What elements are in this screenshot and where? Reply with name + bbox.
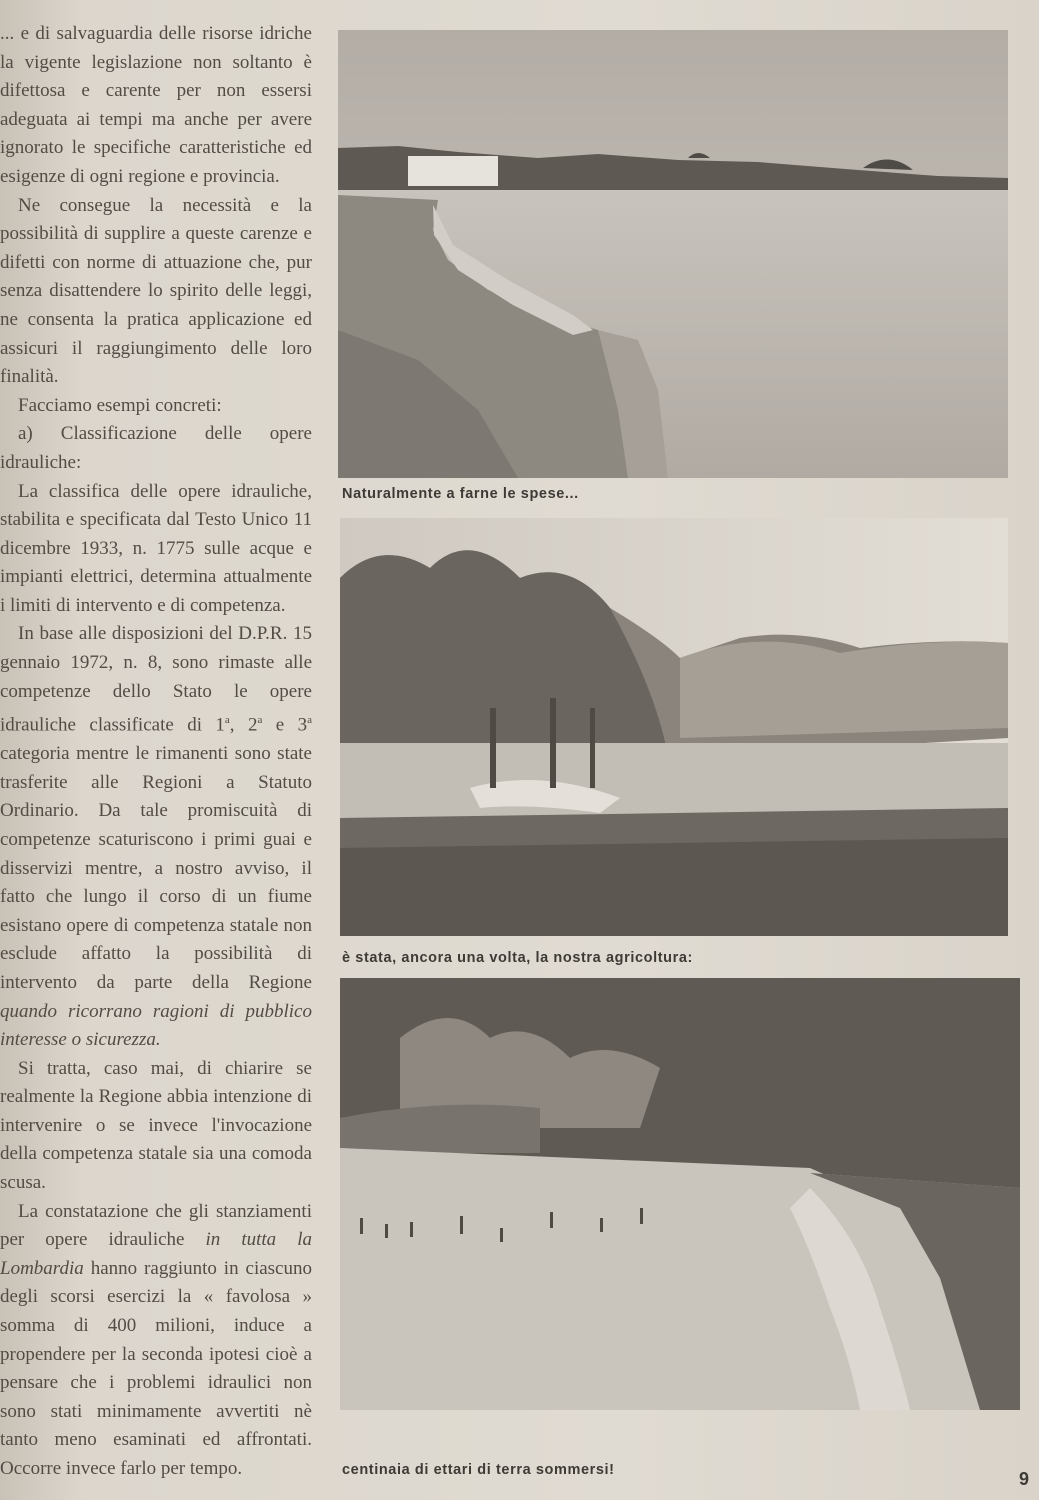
flood-photo-trees [340, 518, 1008, 936]
paragraph-7: Si tratta, caso mai, di chiarire se realmente la Regione abbia intenzione di intervenire o se invece l'invocazione della competenza statale sia una comoda scusa. [0, 1057, 312, 1194]
flood-photo-trees-image [340, 518, 1008, 936]
paragraph-6: In base alle disposizioni del D.P.R. 15 gennaio 1972, n. 8, sono rimaste alle competenze dello Stato le opere idrauliche classificate di 1$^a$, 2$^a$ e 3$^a$ categoria mentre le rimanenti sono state trasferite alle Regioni a Statuto Ordinario. Da tale promiscuità di competenze scaturiscono i primi guai e disservizi mentre, a nostro avviso, il fatto che lungo il corso di un fiume esistano opere di competenza statale non esclude affatto la possibilità di intervento da parte della Regione quando ricorrano ragioni di pubblico interesse o sicurezza. [0, 623, 313, 1051]
paragraph-3: Facciamo esempi concreti: [18, 394, 222, 416]
flood-photo-embankment-image [338, 30, 1008, 478]
paragraph-4: a) Classificazione delle opere idrauliche: [0, 423, 312, 473]
paragraph-1: ... e di salvaguardia delle risorse idriche la vigente legislazione non soltanto è difettosa e carente per non essersi adeguata ai tempi ma anche per avere ignorato le specifiche caratteristiche ed esigenze di ogni regione e provincia. [0, 23, 312, 187]
paragraph-5: La classifica delle opere idrauliche, stabilita e specificata dal Testo Unico 11 dicembre 1933, n. 1775 sulle acque e impianti elettrici, determina attualmente i limiti di intervento e di competenza. [0, 480, 312, 616]
paragraph-2: Ne consegue la necessità e la possibilità di supplire a queste carenze e difetti con norme di attuazione che, pur senza disattendere lo spirito delle leggi, ne consenta la pratica applicazione ed assicuri il raggiungimento delle loro finalità. [0, 194, 312, 388]
caption-photo-3: centinaia di ettari di terra sommersi! [342, 1462, 615, 1478]
paragraph-8: La constatazione che gli stanziamenti per opere idrauliche in tutta la Lombardia hanno raggiunto in ciascuno degli scorsi esercizi la « favolosa » somma di 400 milioni, induce a propendere per la seconda ipotesi cioè a pensare che i problemi idraulici non sono stati minimamente avvertiti nè tanto meno esaminati ed affrontati. Occorre invece farlo per tempo. [0, 1200, 312, 1480]
caption-photo-1: Naturalmente a farne le spese... [342, 486, 579, 502]
caption-photo-2: è stata, ancora una volta, la nostra agricoltura: [342, 950, 693, 966]
article-text-column [0, 20, 312, 1484]
flood-photo-cornfield [340, 978, 1020, 1410]
page-number: 9 [1018, 1469, 1029, 1489]
flood-photo-embankment [338, 30, 1008, 478]
flood-photo-cornfield-image [340, 978, 1020, 1410]
